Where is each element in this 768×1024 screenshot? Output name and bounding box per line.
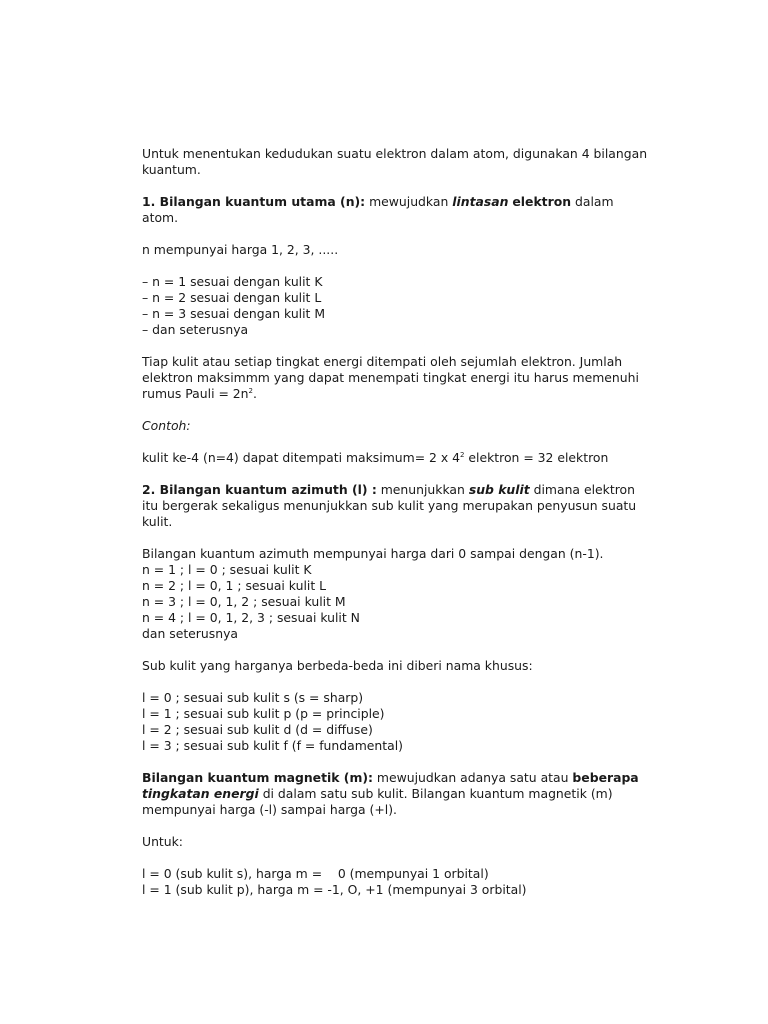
subshell-list	[142, 690, 662, 754]
section1-desc-c: dalam	[571, 194, 614, 209]
section3-desc-a: mewujudkan adanya satu atau	[372, 770, 573, 785]
pauli-line-3	[142, 386, 662, 402]
list-item: l = 0 ; sesuai sub kulit s (s = sharp)	[142, 690, 364, 705]
section3-desc-bold: beberapa	[572, 770, 639, 785]
pauli-line-3-end: .	[252, 386, 257, 401]
section2-heading-line	[142, 482, 662, 498]
pauli-line-1: Tiap kulit atau setiap tingkat energi ditempati oleh sejumlah elektron. Jumlah	[142, 354, 623, 369]
section1-heading-paragraph	[142, 194, 662, 226]
list-item: n = 2 ; l = 0, 1 ; sesuai kulit L	[142, 578, 327, 593]
for-label: Untuk:	[142, 834, 183, 849]
list-item: l = 3 ; sesuai sub kulit f (f = fundamental)	[142, 738, 403, 753]
intro-paragraph	[142, 146, 662, 178]
section3-desc-b: di dalam satu sub kulit. Bilangan kuantum magnetik (m)	[258, 786, 613, 801]
section2-heading: 2. Bilangan kuantum azimuth (l) :	[142, 482, 377, 497]
list-item: – n = 2 sesuai dengan kulit L	[142, 290, 322, 305]
pauli-line-2: elektron maksimmm yang dapat menempati tingkat energi itu harus memenuhi	[142, 370, 639, 385]
list-item: l = 2 ; sesuai sub kulit d (d = diffuse)	[142, 722, 373, 737]
section2-desc-b: dimana elektron	[529, 482, 635, 497]
example-paragraph	[142, 450, 662, 466]
example-text-a: kulit ke-4 (n=4) dapat ditempati maksimum= 2 x 4	[142, 450, 460, 465]
special-names-line: Sub kulit yang harganya berbeda-beda ini diberi nama khusus:	[142, 658, 533, 673]
list-item: – n = 1 sesuai dengan kulit K	[142, 274, 323, 289]
section2-desc-line-3: kulit.	[142, 514, 173, 529]
example-label-paragraph	[142, 418, 662, 434]
list-item: l = 0 (sub kulit s), harga m = 0 (mempunyai 1 orbital)	[142, 866, 489, 881]
section3-heading-paragraph	[142, 770, 662, 818]
pauli-line-3-text: rumus Pauli = 2n	[142, 386, 249, 401]
list-item: Bilangan kuantum azimuth mempunyai harga dari 0 sampai dengan (n-1).	[142, 546, 604, 561]
list-item: – n = 3 sesuai dengan kulit M	[142, 306, 326, 321]
section1-desc-a: mewujudkan	[365, 194, 453, 209]
special-names-paragraph	[142, 658, 662, 674]
list-item: n = 1 ; l = 0 ; sesuai kulit K	[142, 562, 312, 577]
list-item: n = 4 ; l = 0, 1, 2, 3 ; sesuai kulit N	[142, 610, 360, 625]
list-item: dan seterusnya	[142, 626, 238, 641]
list-item: n = 3 ; l = 0, 1, 2 ; sesuai kulit M	[142, 594, 346, 609]
list-item: l = 1 ; sesuai sub kulit p (p = principle)	[142, 706, 385, 721]
section2-desc-emphasis: sub kulit	[468, 482, 530, 497]
section2-desc-line-2: itu bergerak sekaligus menunjukkan sub kulit yang merupakan penyusun suatu	[142, 498, 637, 513]
document-page	[142, 146, 662, 898]
example-exponent: 2	[460, 451, 465, 459]
section3-heading: Bilangan kuantum magnetik (m):	[142, 770, 373, 785]
section1-heading-line	[142, 194, 662, 210]
section1-values-line: n mempunyai harga 1, 2, 3, .....	[142, 242, 339, 257]
section2-heading-paragraph	[142, 482, 662, 530]
intro-line-1: Untuk menentukan kedudukan suatu elektron dalam atom, digunakan 4 bilangan	[142, 146, 648, 161]
section2-values-paragraph	[142, 546, 662, 642]
for-label-paragraph	[142, 834, 662, 850]
section1-desc-bold: elektron	[512, 194, 572, 209]
magnetic-values-list	[142, 866, 662, 898]
pauli-paragraph	[142, 354, 662, 402]
section3-heading-line	[142, 770, 662, 786]
section2-desc-a: menunjukkan	[376, 482, 469, 497]
section1-desc-emphasis: lintasan	[452, 194, 509, 209]
section1-values-paragraph	[142, 242, 662, 258]
intro-line-2: kuantum.	[142, 162, 201, 177]
list-item: l = 1 (sub kulit p), harga m = -1, O, +1 (mempunyai 3 orbital)	[142, 882, 527, 897]
section1-list	[142, 274, 662, 338]
section3-desc-emphasis: tingkatan energi	[142, 786, 259, 801]
pauli-exponent: 2	[248, 387, 253, 395]
example-label: Contoh:	[142, 418, 191, 433]
example-text-b: elektron = 32 elektron	[464, 450, 609, 465]
section1-heading: 1. Bilangan kuantum utama (n):	[142, 194, 366, 209]
section3-desc-line-3: mempunyai harga (-l) sampai harga (+l).	[142, 802, 397, 817]
list-item: – dan seterusnya	[142, 322, 249, 337]
section3-desc-line-2	[142, 786, 662, 802]
section1-desc-line-2: atom.	[142, 210, 179, 225]
example-line	[142, 450, 662, 466]
